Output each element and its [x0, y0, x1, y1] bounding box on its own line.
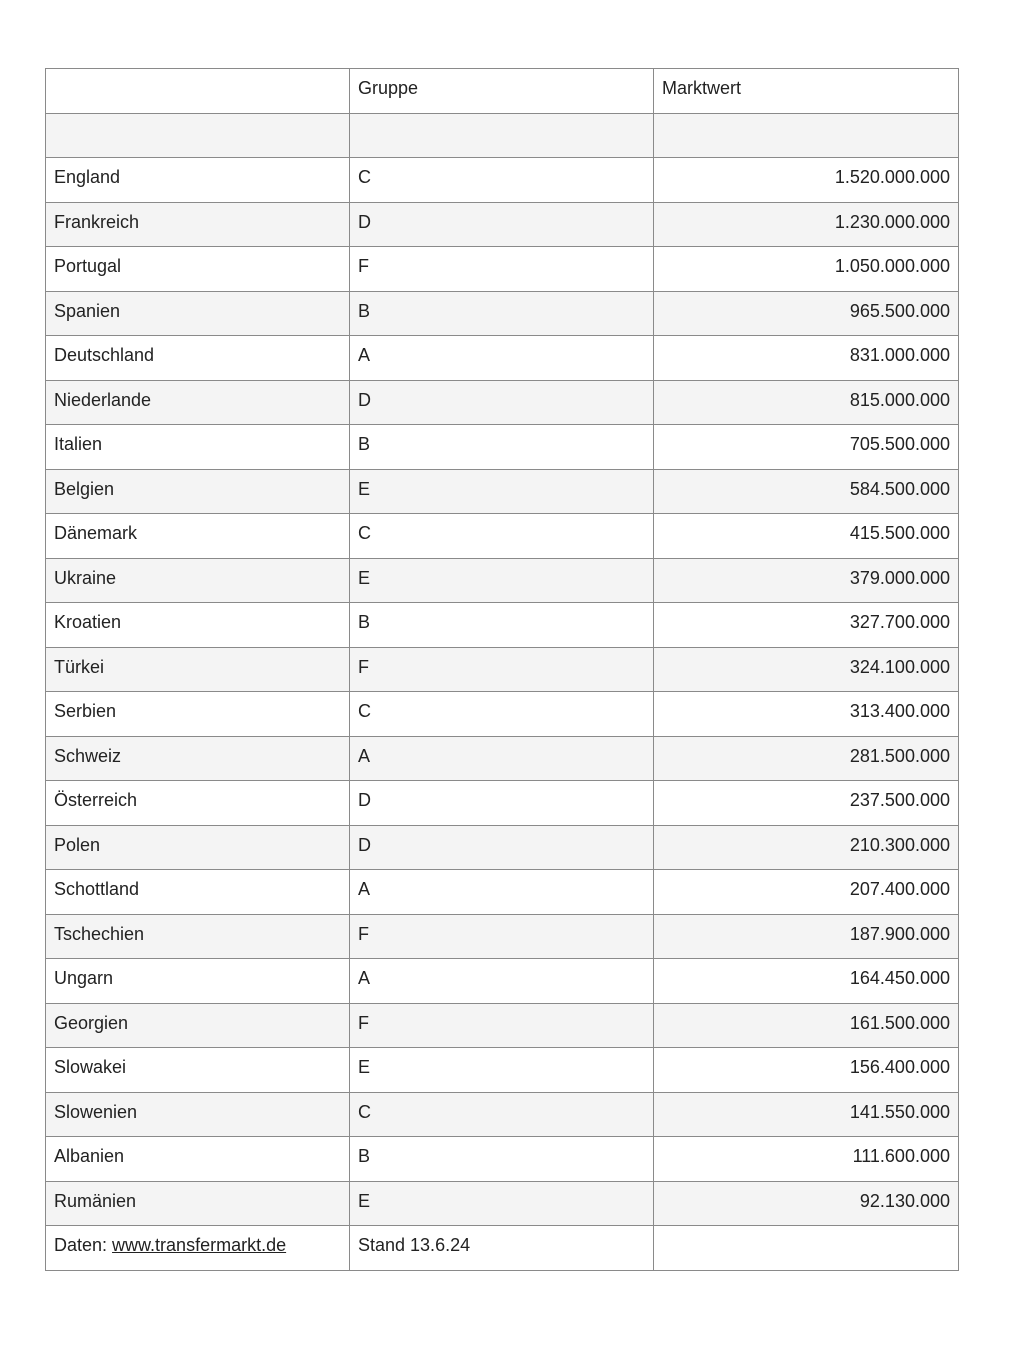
table-row [46, 692, 959, 737]
market-value-cell: 207.400.000 [654, 870, 959, 915]
country-cell: Ungarn [46, 959, 350, 1004]
group-cell: F [350, 647, 654, 692]
country-cell: Belgien [46, 469, 350, 514]
table-row [46, 736, 959, 781]
group-cell: E [350, 558, 654, 603]
table-row [46, 825, 959, 870]
header-cell-market-value: Marktwert [654, 69, 959, 114]
country-cell: Serbien [46, 692, 350, 737]
group-cell: B [350, 291, 654, 336]
group-cell: D [350, 202, 654, 247]
market-value-cell: 705.500.000 [654, 425, 959, 470]
table-row [46, 247, 959, 292]
stand-cell: Stand 13.6.24 [350, 1226, 654, 1271]
market-value-cell: 324.100.000 [654, 647, 959, 692]
table-row [46, 291, 959, 336]
header-cell-country [46, 69, 350, 114]
market-value-cell: 187.900.000 [654, 914, 959, 959]
market-value-cell: 1.230.000.000 [654, 202, 959, 247]
source-cell [46, 1226, 350, 1271]
table-row [46, 336, 959, 381]
table-row [46, 781, 959, 826]
empty-row [46, 113, 959, 158]
market-value-cell: 327.700.000 [654, 603, 959, 648]
group-cell: D [350, 380, 654, 425]
table-row [46, 380, 959, 425]
country-cell: Portugal [46, 247, 350, 292]
market-value-cell: 111.600.000 [654, 1137, 959, 1182]
header-cell-group: Gruppe [350, 69, 654, 114]
market-value-cell: 313.400.000 [654, 692, 959, 737]
empty-cell [46, 113, 350, 158]
table-body [46, 69, 959, 1271]
group-cell: E [350, 1181, 654, 1226]
table-row [46, 1181, 959, 1226]
market-value-cell: 965.500.000 [654, 291, 959, 336]
country-cell: Niederlande [46, 380, 350, 425]
group-cell: A [350, 336, 654, 381]
table-row [46, 959, 959, 1004]
market-value-cell: 164.450.000 [654, 959, 959, 1004]
country-cell: Polen [46, 825, 350, 870]
country-cell: Albanien [46, 1137, 350, 1182]
table-row [46, 1092, 959, 1137]
market-value-cell: 281.500.000 [654, 736, 959, 781]
market-value-cell: 379.000.000 [654, 558, 959, 603]
country-cell: Rumänien [46, 1181, 350, 1226]
market-value-cell: 156.400.000 [654, 1048, 959, 1093]
table-row [46, 1137, 959, 1182]
table-row [46, 558, 959, 603]
country-cell: Tschechien [46, 914, 350, 959]
group-cell: F [350, 1003, 654, 1048]
country-cell: Ukraine [46, 558, 350, 603]
footer-row [46, 1226, 959, 1271]
table-row [46, 425, 959, 470]
table-row [46, 202, 959, 247]
market-value-cell: 161.500.000 [654, 1003, 959, 1048]
country-cell: England [46, 158, 350, 203]
empty-footer-cell [654, 1226, 959, 1271]
country-cell: Türkei [46, 647, 350, 692]
market-value-cell: 815.000.000 [654, 380, 959, 425]
country-cell: Schottland [46, 870, 350, 915]
group-cell: B [350, 1137, 654, 1182]
table-row [46, 914, 959, 959]
group-cell: C [350, 158, 654, 203]
table-row [46, 603, 959, 648]
group-cell: F [350, 247, 654, 292]
group-cell: B [350, 425, 654, 470]
group-cell: D [350, 781, 654, 826]
empty-cell [350, 113, 654, 158]
table-row [46, 469, 959, 514]
market-value-cell: 237.500.000 [654, 781, 959, 826]
empty-cell [654, 113, 959, 158]
source-link[interactable]: www.transfermarkt.de [112, 1235, 287, 1255]
country-cell: Deutschland [46, 336, 350, 381]
market-value-cell: 210.300.000 [654, 825, 959, 870]
group-cell: E [350, 469, 654, 514]
market-value-cell: 1.520.000.000 [654, 158, 959, 203]
table-row [46, 1048, 959, 1093]
country-cell: Frankreich [46, 202, 350, 247]
market-value-cell: 141.550.000 [654, 1092, 959, 1137]
group-cell: E [350, 1048, 654, 1093]
country-cell: Slowenien [46, 1092, 350, 1137]
market-value-cell: 92.130.000 [654, 1181, 959, 1226]
group-cell: C [350, 692, 654, 737]
table-row [46, 647, 959, 692]
group-cell: A [350, 736, 654, 781]
country-cell: Spanien [46, 291, 350, 336]
country-cell: Dänemark [46, 514, 350, 559]
group-cell: C [350, 514, 654, 559]
market-value-cell: 584.500.000 [654, 469, 959, 514]
table-row [46, 514, 959, 559]
table-row [46, 158, 959, 203]
market-value-cell: 831.000.000 [654, 336, 959, 381]
country-cell: Österreich [46, 781, 350, 826]
market-value-cell: 1.050.000.000 [654, 247, 959, 292]
source-prefix: Daten: [54, 1235, 113, 1255]
market-value-table [45, 68, 959, 1271]
header-row [46, 69, 959, 114]
group-cell: C [350, 1092, 654, 1137]
group-cell: B [350, 603, 654, 648]
group-cell: F [350, 914, 654, 959]
group-cell: A [350, 870, 654, 915]
country-cell: Italien [46, 425, 350, 470]
table-row [46, 870, 959, 915]
country-cell: Kroatien [46, 603, 350, 648]
market-value-cell: 415.500.000 [654, 514, 959, 559]
country-cell: Slowakei [46, 1048, 350, 1093]
country-cell: Schweiz [46, 736, 350, 781]
group-cell: A [350, 959, 654, 1004]
country-cell: Georgien [46, 1003, 350, 1048]
group-cell: D [350, 825, 654, 870]
table-row [46, 1003, 959, 1048]
